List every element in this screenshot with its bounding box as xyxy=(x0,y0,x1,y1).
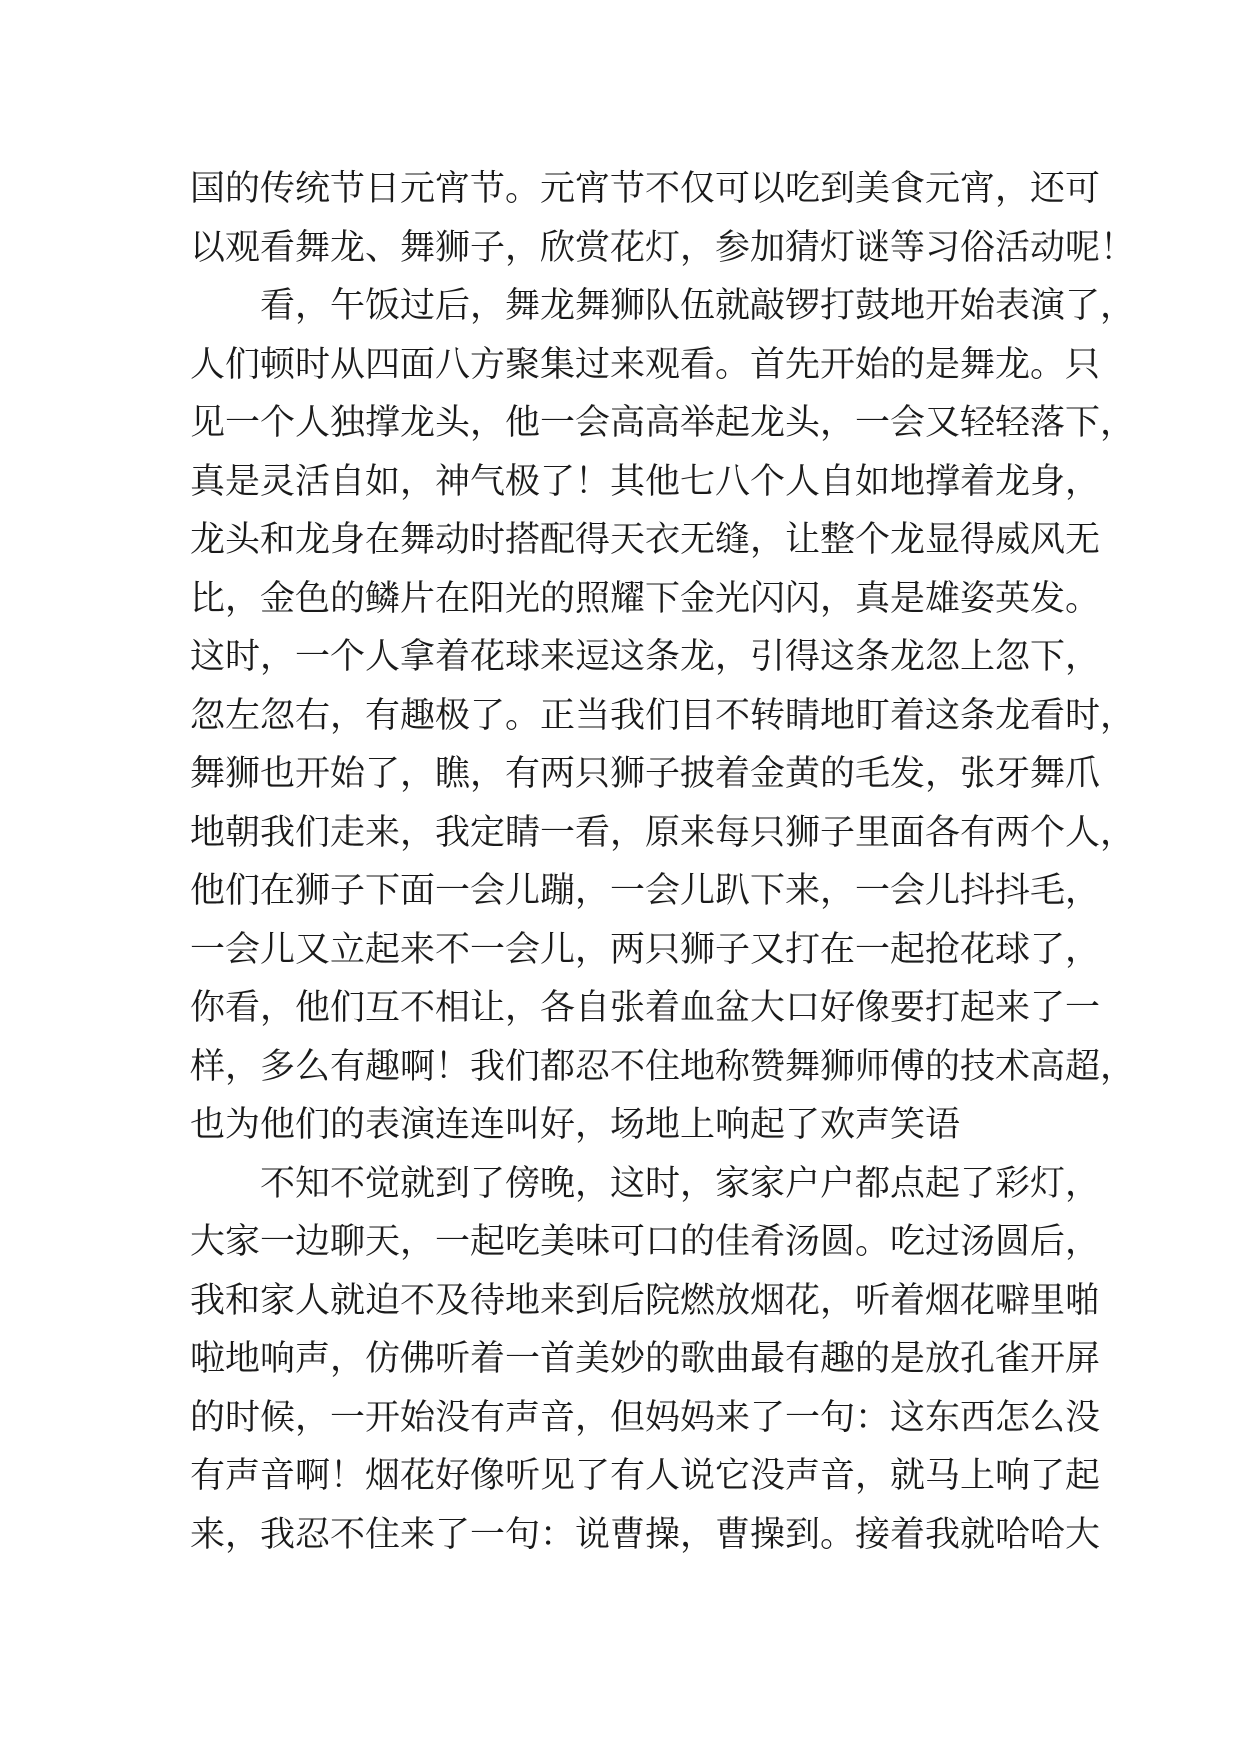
text-line: 地朝我们走来，我定睛一看，原来每只狮子里面各有两个人， xyxy=(190,812,1136,853)
text-line: 见一个人独撑龙头，他一会高高举起龙头，一会又轻轻落下， xyxy=(190,403,1136,443)
text-line: 忽左忽右，有趣极了。正当我们目不转睛地盯着这条龙看时， xyxy=(190,695,1136,736)
text-line: 样，多么有趣啊！我们都忍不住地称赞舞狮师傅的技术高超， xyxy=(190,1046,1136,1087)
text-line: 也为他们的表演连连叫好，场地上响起了欢声笑语 xyxy=(190,1105,961,1145)
text-line: 的时候，一开始没有声音，但妈妈来了一句：这东西怎么没 xyxy=(190,1397,1101,1438)
text-line: 有声音啊！烟花好像听见了有人说它没声音，就马上响了起 xyxy=(190,1456,1101,1496)
text-line: 国的传统节日元宵节。元宵节不仅可以吃到美食元宵，还可 xyxy=(190,169,1101,209)
text-line: 不知不觉就到了傍晚，这时，家家户户都点起了彩灯， xyxy=(260,1163,1101,1204)
body-text xyxy=(190,160,1136,1564)
text-line: 以观看舞龙、舞狮子，欣赏花灯，参加猜灯谜等习俗活动呢！ xyxy=(190,227,1136,268)
text-line: 一会儿又立起来不一会儿，两只狮子又打在一起抢花球了， xyxy=(190,929,1101,970)
text-line: 我和家人就迫不及待地来到后院燃放烟花，听着烟花噼里啪 xyxy=(190,1280,1101,1321)
text-line: 龙头和龙身在舞动时搭配得天衣无缝，让整个龙显得威风无 xyxy=(190,520,1101,560)
text-line: 这时，一个人拿着花球来逗这条龙，引得这条龙忽上忽下， xyxy=(190,637,1101,677)
text-line: 人们顿时从四面八方聚集过来观看。首先开始的是舞龙。只 xyxy=(190,344,1101,385)
text-line: 大家一边聊天，一起吃美味可口的佳肴汤圆。吃过汤圆后， xyxy=(190,1222,1101,1262)
text-line: 来，我忍不住来了一句：说曹操，曹操到。接着我就哈哈大 xyxy=(190,1514,1101,1555)
text-line: 看，午饭过后，舞龙舞狮队伍就敲锣打鼓地开始表演了， xyxy=(260,286,1136,326)
text-line: 舞狮也开始了，瞧，有两只狮子披着金黄的毛发，张牙舞爪 xyxy=(190,754,1101,794)
text-line: 啦地响声，仿佛听着一首美妙的歌曲最有趣的是放孔雀开屏 xyxy=(190,1339,1101,1379)
text-line: 他们在狮子下面一会儿蹦，一会儿趴下来，一会儿抖抖毛， xyxy=(190,871,1101,911)
text-line: 比，金色的鳞片在阳光的照耀下金光闪闪，真是雄姿英发。 xyxy=(190,578,1101,619)
text-line: 真是灵活自如，神气极了！其他七八个人自如地撑着龙身， xyxy=(190,461,1101,502)
text-line: 你看，他们互不相让，各自张着血盆大口好像要打起来了一 xyxy=(190,988,1101,1028)
